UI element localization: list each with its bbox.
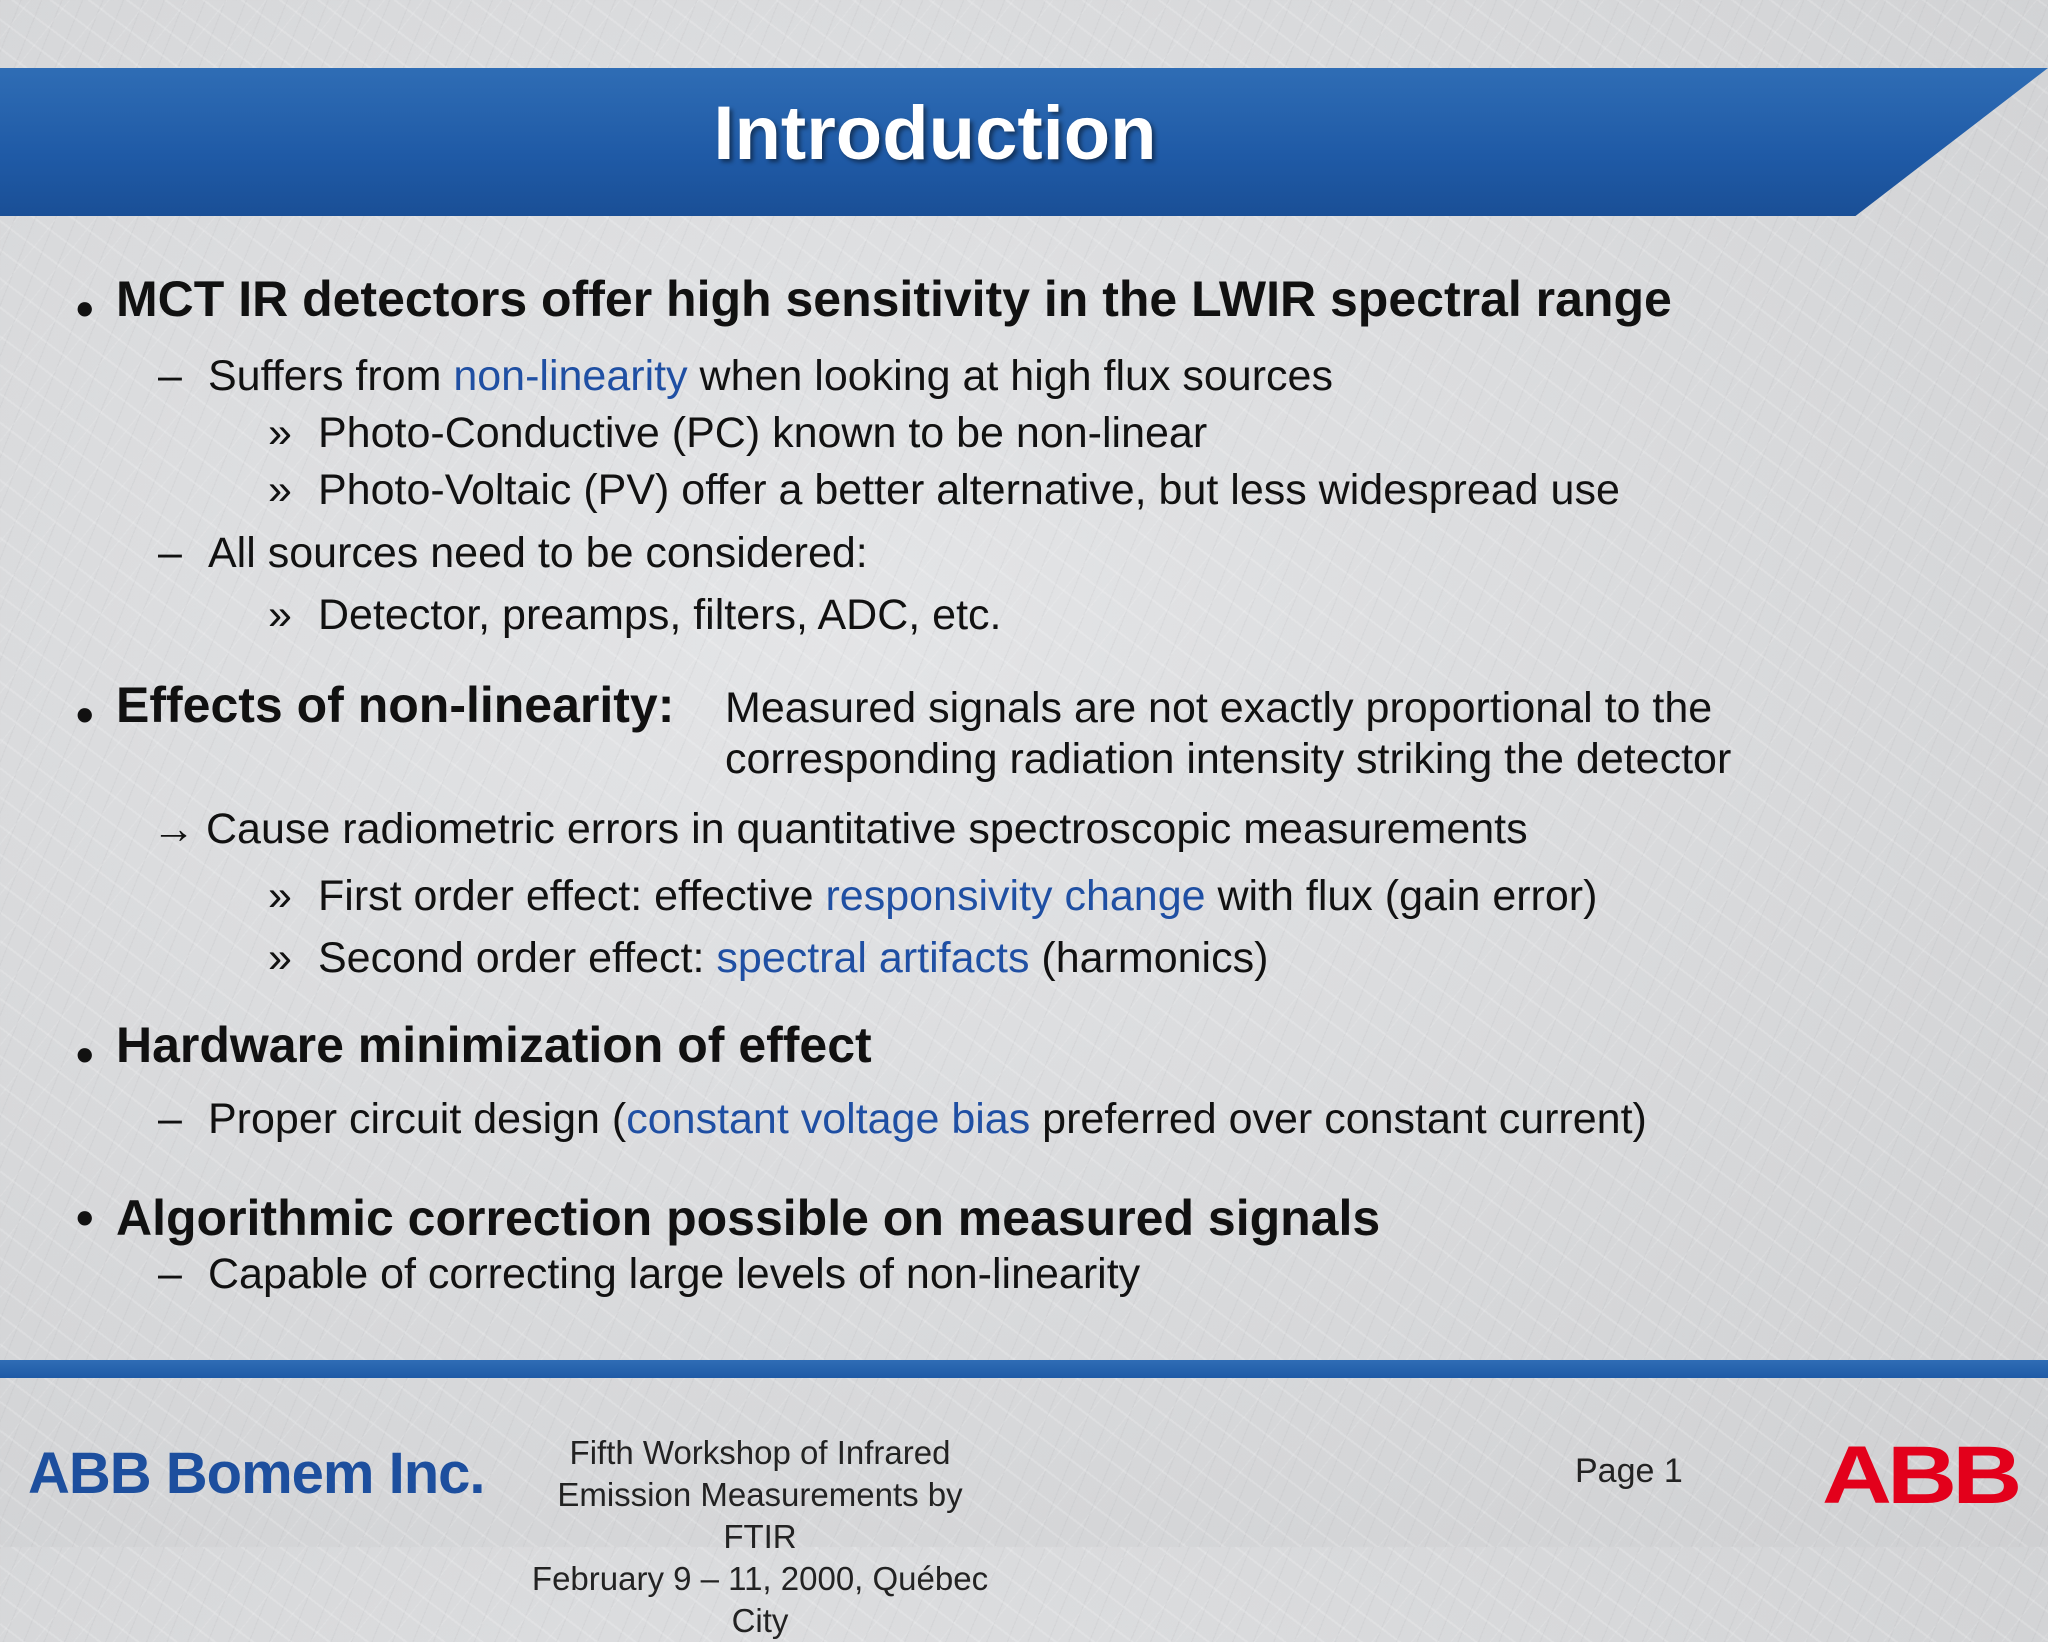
highlight-term: responsivity change (825, 872, 1206, 920)
dash-marker: – (158, 1095, 182, 1143)
sub-nonlinearity (208, 352, 1333, 400)
footer-rule (0, 1360, 2048, 1378)
sub-marker: » (268, 409, 292, 457)
text: Second order effect: (318, 934, 717, 982)
arrow-icon: → (152, 805, 195, 853)
conference-date: February 9 – 11, 2000, Québec City (531, 1560, 989, 1639)
sub-all-sources: All sources need to be considered: (208, 529, 868, 577)
bullet-marker: • (76, 687, 94, 743)
text: Proper circuit design ( (208, 1095, 627, 1143)
sub-radiometric-errors: Cause radiometric errors in quantitative spectroscopic measurements (206, 805, 1528, 853)
dash-marker: – (158, 529, 182, 577)
bullet-algorithmic: Algorithmic correction possible on measured signals (116, 1190, 1381, 1246)
dash-marker: – (158, 1250, 182, 1298)
sub-marker: » (268, 466, 292, 514)
sub-marker: » (268, 591, 292, 639)
subsub-pv: Photo-Voltaic (PV) offer a better alternative, but less widespread use (318, 466, 1620, 514)
sub-marker: » (268, 934, 292, 982)
subsub-detector: Detector, preamps, filters, ADC, etc. (318, 591, 1002, 639)
company-name: ABB Bomem Inc. (28, 1441, 485, 1506)
highlight-term: spectral artifacts (716, 934, 1030, 982)
effects-description-1: Measured signals are not exactly proportional to the (725, 684, 1713, 732)
bullet-effects: Effects of non-linearity: (116, 677, 675, 733)
sub-marker: » (268, 872, 292, 920)
bullet-mct-detectors: MCT IR detectors offer high sensitivity in the LWIR spectral range (116, 271, 1672, 327)
sub-circuit-design (208, 1095, 1647, 1143)
highlight-term: non-linearity (453, 352, 688, 400)
bullet-hardware: Hardware minimization of effect (116, 1017, 872, 1073)
slide-title: Introduction (713, 91, 1157, 176)
dash-marker: – (158, 352, 182, 400)
text: preferred over constant current) (1030, 1095, 1647, 1143)
text: Suffers from (208, 352, 454, 400)
conference-info (520, 1432, 1000, 1642)
subsub-second-order (318, 934, 1269, 982)
bullet-marker: • (76, 281, 94, 337)
abb-logo: ABB (1822, 1430, 2018, 1521)
sub-correcting: Capable of correcting large levels of non-linearity (208, 1250, 1141, 1298)
text: when looking at high flux sources (687, 352, 1333, 400)
highlight-term: constant voltage bias (626, 1095, 1031, 1143)
text: (harmonics) (1029, 934, 1269, 982)
subsub-first-order (318, 872, 1598, 920)
conference-title: Fifth Workshop of Infrared Emission Measurements by FTIR (557, 1434, 963, 1555)
text: First order effect: effective (318, 872, 826, 920)
bullet-marker: • (76, 1027, 94, 1083)
subsub-pc: Photo-Conductive (PC) known to be non-linear (318, 409, 1208, 457)
text: with flux (gain error) (1205, 872, 1598, 920)
effects-description-2: corresponding radiation intensity striking the detector (725, 735, 1732, 783)
bullet-marker: • (76, 1190, 94, 1246)
page-number: Page 1 (1575, 1452, 1683, 1490)
